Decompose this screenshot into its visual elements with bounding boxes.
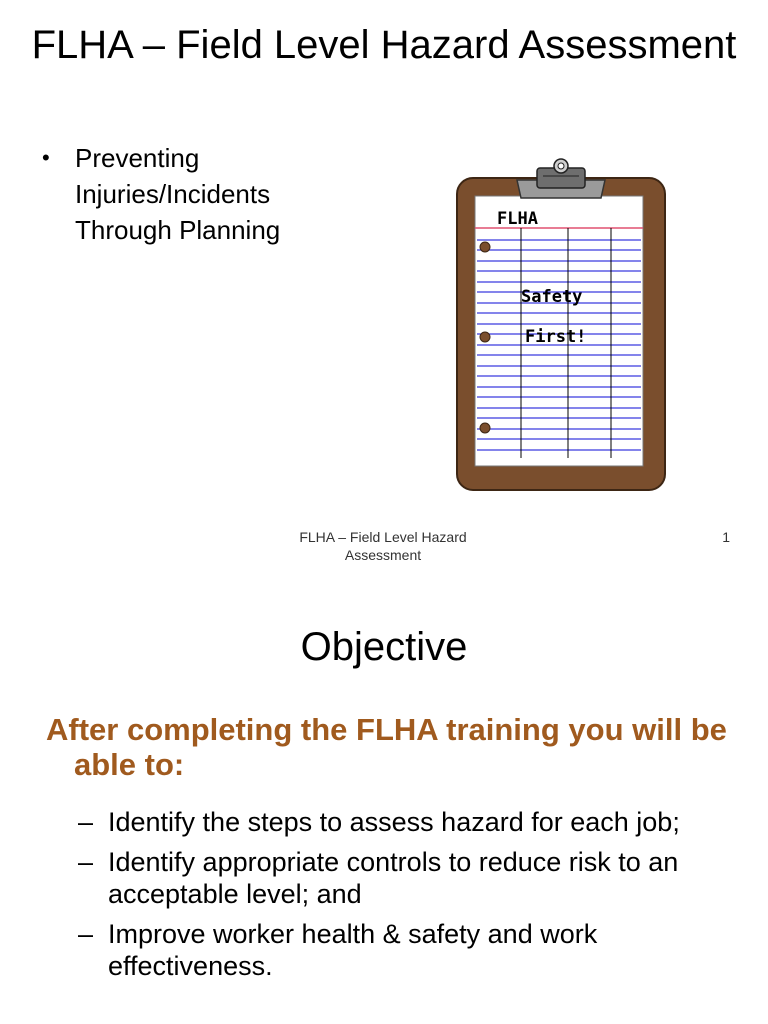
objective-list [78, 806, 718, 990]
bullet-text: Preventing Injuries/Incidents Through Planning [75, 143, 281, 245]
list-item [78, 918, 718, 982]
dash-icon: – [78, 807, 94, 837]
list-item [78, 806, 718, 838]
slide-title: FLHA – Field Level Hazard Assessment [31, 23, 737, 67]
dash-icon: – [78, 919, 94, 949]
slide-2 [0, 580, 768, 1024]
clipboard-line1: Safety [521, 287, 583, 307]
list-item-text: Identify appropriate controls to reduce risk to an acceptable level; and [108, 847, 679, 909]
list-item-text: Identify the steps to assess hazard for each job; [108, 807, 680, 837]
objective-lead: After completing the FLHA training you will be able to: [46, 712, 727, 782]
slide-title: Objective [300, 625, 468, 669]
dash-icon: – [78, 847, 94, 877]
list-item-text: Improve worker health & safety and work effectiveness. [108, 919, 598, 981]
bullet-item [42, 140, 342, 248]
clipboard-heading: FLHA [497, 209, 538, 229]
list-item [78, 846, 718, 910]
clipboard-line2: First! [525, 327, 587, 347]
bullet-icon: • [42, 145, 50, 170]
clipboard-icon [455, 158, 667, 492]
slide-footer-text: FLHA – Field Level Hazard Assessment [299, 529, 467, 563]
slide-page-number: 1 [722, 529, 730, 545]
bullet-list [42, 140, 342, 248]
